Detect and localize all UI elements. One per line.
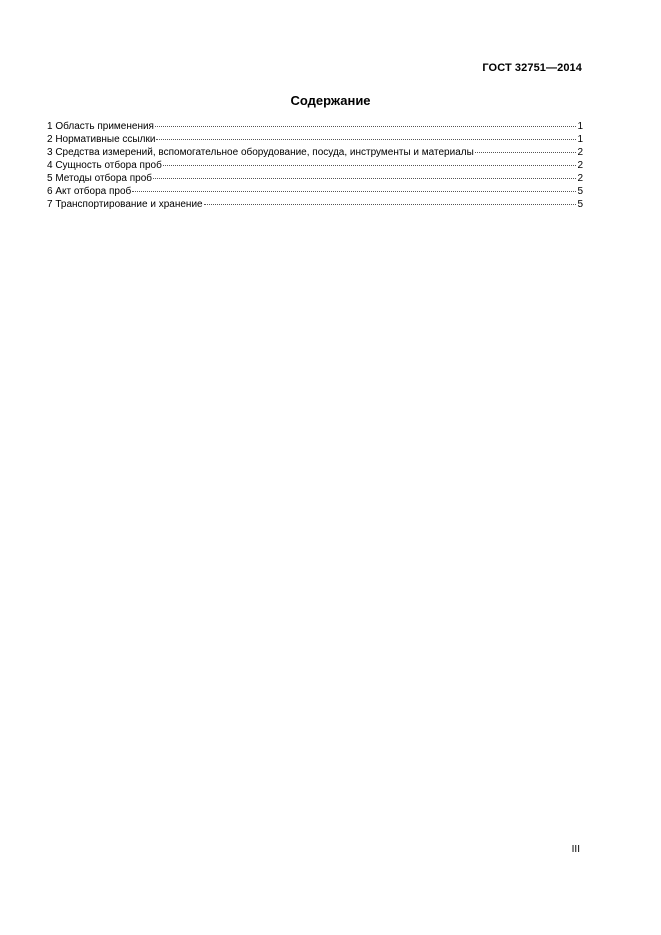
toc-dot-leader — [156, 139, 576, 140]
toc-entry-label: 7 Транспортирование и хранение — [47, 199, 203, 210]
toc-entry-page: 5 — [577, 186, 583, 197]
toc-dot-leader — [204, 204, 577, 205]
toc-entry-page: 2 — [577, 173, 583, 184]
toc-entry-page: 1 — [577, 121, 583, 132]
document-code: ГОСТ 32751—2014 — [482, 62, 582, 74]
toc-entry-label: 4 Сущность отбора проб — [47, 160, 162, 171]
toc-entry-label: 5 Методы отбора проб — [47, 173, 152, 184]
toc-entry-label: 6 Акт отбора проб — [47, 186, 132, 197]
toc-dot-leader — [155, 126, 576, 127]
page-number: III — [571, 844, 580, 855]
toc-entry-label: 3 Средства измерений, вспомогательное оборудование, посуда, инструменты и материалы — [47, 147, 474, 158]
toc-entry-page: 2 — [577, 160, 583, 171]
toc-entry-normative-references[interactable] — [47, 133, 583, 146]
toc-entry-sampling-report[interactable] — [47, 185, 583, 198]
toc-entry-page: 5 — [577, 199, 583, 210]
toc-dot-leader — [153, 178, 576, 179]
toc-entry-page: 2 — [577, 147, 583, 158]
toc-entry-label: 2 Нормативные ссылки — [47, 134, 156, 145]
table-of-contents — [47, 120, 583, 211]
toc-dot-leader — [132, 191, 576, 192]
toc-entry-measuring-instruments[interactable] — [47, 146, 583, 159]
toc-entry-transport-storage[interactable] — [47, 198, 583, 211]
toc-title: Содержание — [290, 93, 371, 108]
toc-dot-leader — [475, 152, 577, 153]
toc-entry-label: 1 Область применения — [47, 121, 154, 132]
toc-entry-scope[interactable] — [47, 120, 583, 133]
toc-dot-leader — [163, 165, 577, 166]
toc-entry-sampling-essence[interactable] — [47, 159, 583, 172]
toc-entry-sampling-methods[interactable] — [47, 172, 583, 185]
toc-entry-page: 1 — [577, 134, 583, 145]
